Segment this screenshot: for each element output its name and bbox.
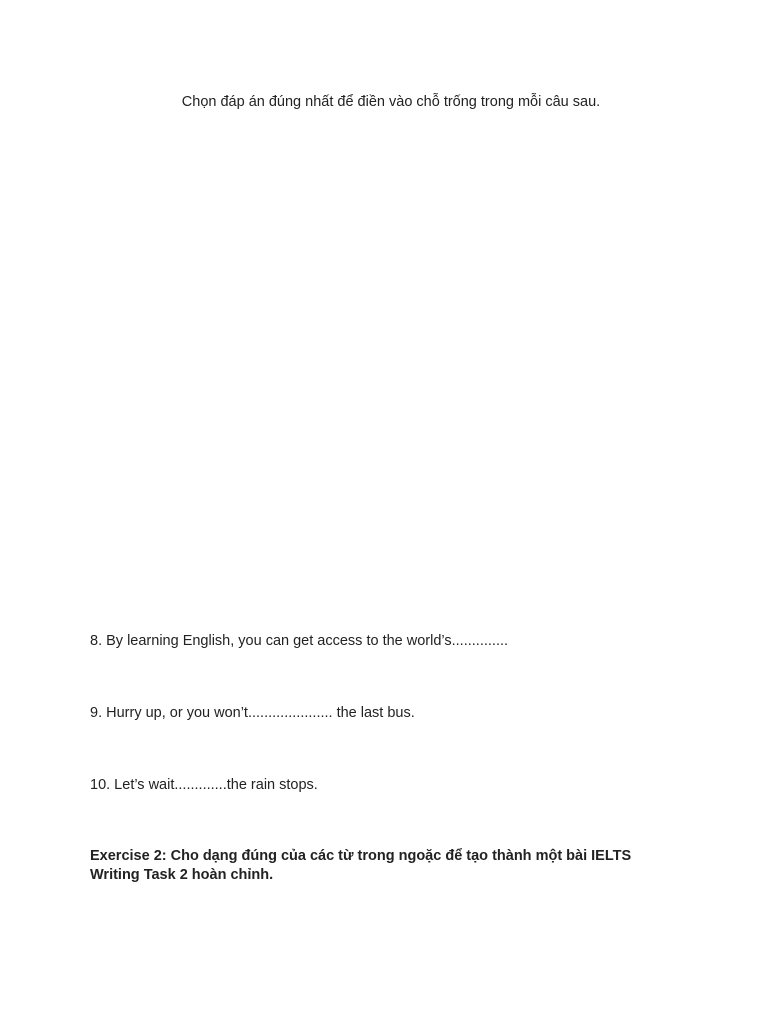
exercise-2-heading [90, 847, 690, 885]
exercise-2-heading-line-2: Writing Task 2 hoàn chỉnh. [90, 867, 274, 883]
exercise-instruction: Chọn đáp án đúng nhất để điền vào chỗ trống trong mỗi câu sau. [181, 94, 601, 110]
question-9: 9. Hurry up, or you won’t..................... the last bus. [90, 705, 415, 721]
question-8: 8. By learning English, you can get access to the world’s.............. [90, 633, 509, 649]
exercise-2-heading-line-1: Exercise 2: Cho dạng đúng của các từ trong ngoặc để tạo thành một bài IELTS [90, 848, 632, 864]
question-10: 10. Let’s wait.............the rain stops. [90, 777, 318, 793]
